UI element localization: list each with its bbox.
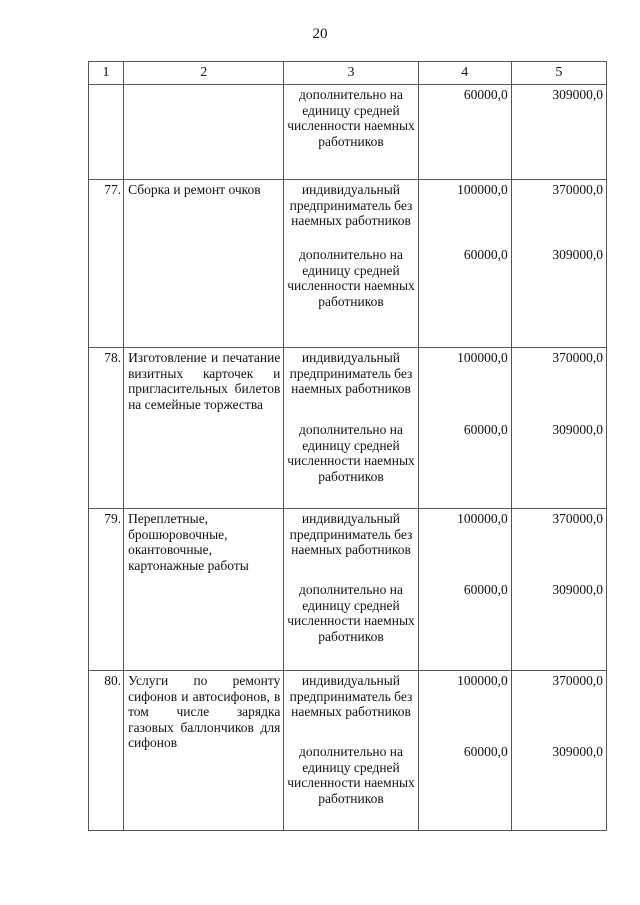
service-name: Изготовление и печатание визитных карточек и пригласительных билетов на семейные торжества: [124, 348, 284, 509]
row-number: 79.: [89, 509, 124, 671]
tier-label: дополнительно на единицу средней численности наемных работников: [287, 247, 415, 309]
value-annual: 309000,0: [552, 87, 603, 102]
tier-label: индивидуальный предприниматель без наемных работников: [289, 673, 413, 719]
value-annual: 370000,0: [552, 182, 603, 197]
value-cell: [511, 85, 606, 180]
value-base: 100000,0: [457, 182, 508, 197]
value-base: 60000,0: [463, 247, 508, 262]
row-number: 80.: [89, 671, 124, 831]
table-row: [89, 671, 607, 831]
value-annual: 370000,0: [552, 673, 603, 688]
value-base: 60000,0: [463, 87, 508, 102]
page-number: 20: [312, 26, 328, 42]
value-cell: [418, 85, 511, 180]
table-row: [89, 509, 607, 671]
value-base: 60000,0: [463, 744, 508, 759]
service-name: Переплетные, брошюровочные, окантовочные, картонажные работы: [124, 509, 284, 671]
tariff-table: [88, 61, 607, 831]
value-cell: [511, 509, 606, 671]
tier-cell: [284, 509, 418, 671]
service-name: Сборка и ремонт очков: [124, 180, 284, 348]
header-row: [89, 62, 607, 85]
value-cell: [418, 671, 511, 831]
value-base: 60000,0: [463, 422, 508, 437]
tier-cell: [284, 180, 418, 348]
value-cell: [418, 509, 511, 671]
value-annual: 309000,0: [552, 582, 603, 597]
value-cell: [418, 180, 511, 348]
value-cell: [511, 348, 606, 509]
value-base: 100000,0: [457, 350, 508, 365]
header-col-2: 2: [124, 62, 284, 85]
header-col-3: 3: [284, 62, 418, 85]
tier-label: индивидуальный предприниматель без наемных работников: [289, 511, 413, 557]
value-annual: 370000,0: [552, 511, 603, 526]
value-annual: 370000,0: [552, 350, 603, 365]
tier-label: дополнительно на единицу средней численности наемных работников: [287, 87, 415, 149]
value-cell: [511, 671, 606, 831]
tier-cell: [284, 671, 418, 831]
value-annual: 309000,0: [552, 422, 603, 437]
value-base: 100000,0: [457, 673, 508, 688]
tier-label: индивидуальный предприниматель без наемных работников: [289, 182, 413, 228]
tier-label: индивидуальный предприниматель без наемных работников: [289, 350, 413, 396]
value-cell: [511, 180, 606, 348]
value-cell: [418, 348, 511, 509]
table-row: [89, 348, 607, 509]
header-col-1: 1: [89, 62, 124, 85]
header-col-4: 4: [418, 62, 511, 85]
value-base: 60000,0: [463, 582, 508, 597]
value-annual: 309000,0: [552, 744, 603, 759]
row-number: [89, 85, 124, 180]
tier-cell: [284, 85, 418, 180]
continuation-row: [89, 85, 607, 180]
header-col-5: 5: [511, 62, 606, 85]
service-name: Услуги по ремонту сифонов и автосифонов, в том числе зарядка газовых баллончиков для сифонов: [124, 671, 284, 831]
value-base: 100000,0: [457, 511, 508, 526]
table-row: [89, 180, 607, 348]
tier-cell: [284, 348, 418, 509]
row-number: 78.: [89, 348, 124, 509]
tier-label: дополнительно на единицу средней численности наемных работников: [287, 744, 415, 806]
row-number: 77.: [89, 180, 124, 348]
tier-label: дополнительно на единицу средней численности наемных работников: [287, 422, 415, 484]
service-name: [124, 85, 284, 180]
tier-label: дополнительно на единицу средней численности наемных работников: [287, 582, 415, 644]
value-annual: 309000,0: [552, 247, 603, 262]
